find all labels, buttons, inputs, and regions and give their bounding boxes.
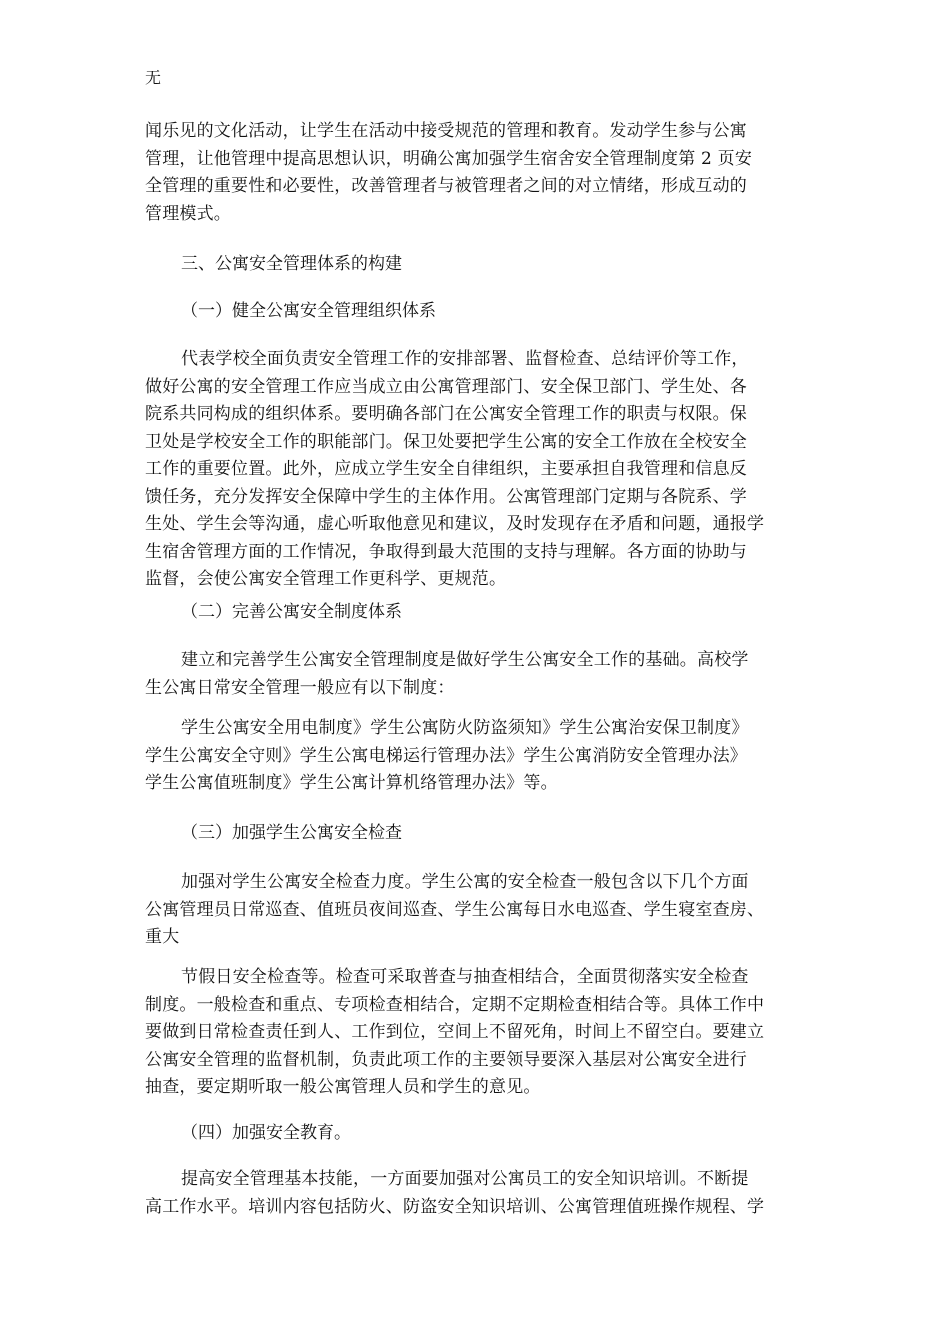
text-line: 节假日安全检查等。检查可采取普查与抽查相结合，全面贯彻落实安全检查 bbox=[181, 967, 749, 987]
text-line: 生宿舍管理方面的工作情况，争取得到最大范围的支持与理解。各方面的协助与 bbox=[145, 541, 747, 562]
paragraph-inspection-continued bbox=[145, 964, 807, 1102]
text-line: 学生公寓值班制度》学生公寓计算机络管理办法》等。 bbox=[145, 773, 558, 793]
text-line: 院系共同构成的组织体系。要明确各部门在公寓安全管理工作的职责与权限。保 bbox=[145, 404, 747, 424]
text-line: 提高安全管理基本技能，一方面要加强对公寓员工的安全知识培训。不断提 bbox=[181, 1169, 749, 1189]
text-line: 生公寓日常安全管理一般应有以下制度： bbox=[145, 677, 455, 698]
text-line: 管理模式。 bbox=[145, 203, 231, 224]
paragraph-organization bbox=[145, 346, 807, 594]
subsection-heading-1: （一）健全公寓安全管理组织体系 bbox=[181, 301, 436, 321]
text-line: 重大 bbox=[145, 927, 180, 947]
text-line: 监督，会使公寓安全管理工作更科学、更规范。 bbox=[145, 569, 507, 589]
text-line: 馈任务，充分发挥安全保障中学生的主体作用。公寓管理部门定期与各院系、学 bbox=[145, 486, 747, 507]
paragraph-system bbox=[145, 647, 807, 702]
text-line: 高工作水平。培训内容包括防火、防盗安全知识培训、公寓管理值班操作规程、学 bbox=[145, 1196, 765, 1217]
text-line: 加强对学生公寓安全检查力度。学生公寓的安全检查一般包含以下几个方面 bbox=[181, 872, 749, 892]
text-line: 学生公寓安全用电制度》学生公寓防火防盗须知》学生公寓治安保卫制度》 bbox=[181, 718, 749, 738]
text-line: 抽查，要定期听取一般公寓管理人员和学生的意见。 bbox=[145, 1077, 541, 1097]
text-line: 闻乐见的文化活动，让学生在活动中接受规范的管理和教育。发动学生参与公寓 bbox=[145, 121, 747, 141]
text-line: 全管理的重要性和必要性，改善管理者与被管理者之间的对立情绪，形成互动的 bbox=[145, 176, 747, 196]
text-line: 公寓管理员日常巡查、值班员夜间巡查、学生公寓每日水电巡查、学生寝室查房、 bbox=[145, 899, 765, 920]
subsection-heading-3: （三）加强学生公寓安全检查 bbox=[181, 823, 402, 843]
text-line: 工作的重要位置。此外，应成立学生安全自律组织，主要承担自我管理和信息反 bbox=[145, 459, 747, 479]
text-line: 做好公寓的安全管理工作应当成立由公寓管理部门、安全保卫部门、学生处、各 bbox=[145, 376, 747, 397]
text-line: 卫处是学校安全工作的职能部门。保卫处要把学生公寓的安全工作放在全校安全 bbox=[145, 431, 747, 452]
section-heading: 三、公寓安全管理体系的构建 bbox=[181, 254, 402, 274]
subsection-heading-2: （二）完善公寓安全制度体系 bbox=[181, 602, 402, 622]
paragraph-regulations bbox=[145, 715, 807, 798]
paragraph-intro bbox=[145, 118, 807, 228]
paragraph-education bbox=[145, 1166, 807, 1221]
header-mark: 无 bbox=[145, 68, 162, 87]
text-line: 建立和完善学生公寓安全管理制度是做好学生公寓安全工作的基础。高校学 bbox=[181, 650, 749, 670]
text-line: 生处、学生会等沟通，虚心听取他意见和建议，及时发现存在矛盾和问题，通报学 bbox=[145, 514, 765, 534]
paragraph-inspection bbox=[145, 869, 807, 952]
text-line: 要做到日常检查责任到人、工作到位，空间上不留死角，时间上不留空白。要建立 bbox=[145, 1022, 765, 1042]
text-line: 代表学校全面负责安全管理工作的安排部署、监督检查、总结评价等工作， bbox=[181, 349, 749, 369]
text-line: 管理，让他管理中提高思想认识，明确公寓加强学生宿舍安全管理制度第 2 页安 bbox=[145, 148, 753, 169]
text-line: 制度。一般检查和重点、专项检查相结合，定期不定期检查相结合等。具体工作中 bbox=[145, 994, 765, 1015]
text-line: 学生公寓安全守则》学生公寓电梯运行管理办法》学生公寓消防安全管理办法》 bbox=[145, 745, 747, 766]
subsection-heading-4: （四）加强安全教育。 bbox=[181, 1123, 351, 1143]
text-line: 公寓安全管理的监督机制，负责此项工作的主要领导要深入基层对公寓安全进行 bbox=[145, 1049, 747, 1070]
